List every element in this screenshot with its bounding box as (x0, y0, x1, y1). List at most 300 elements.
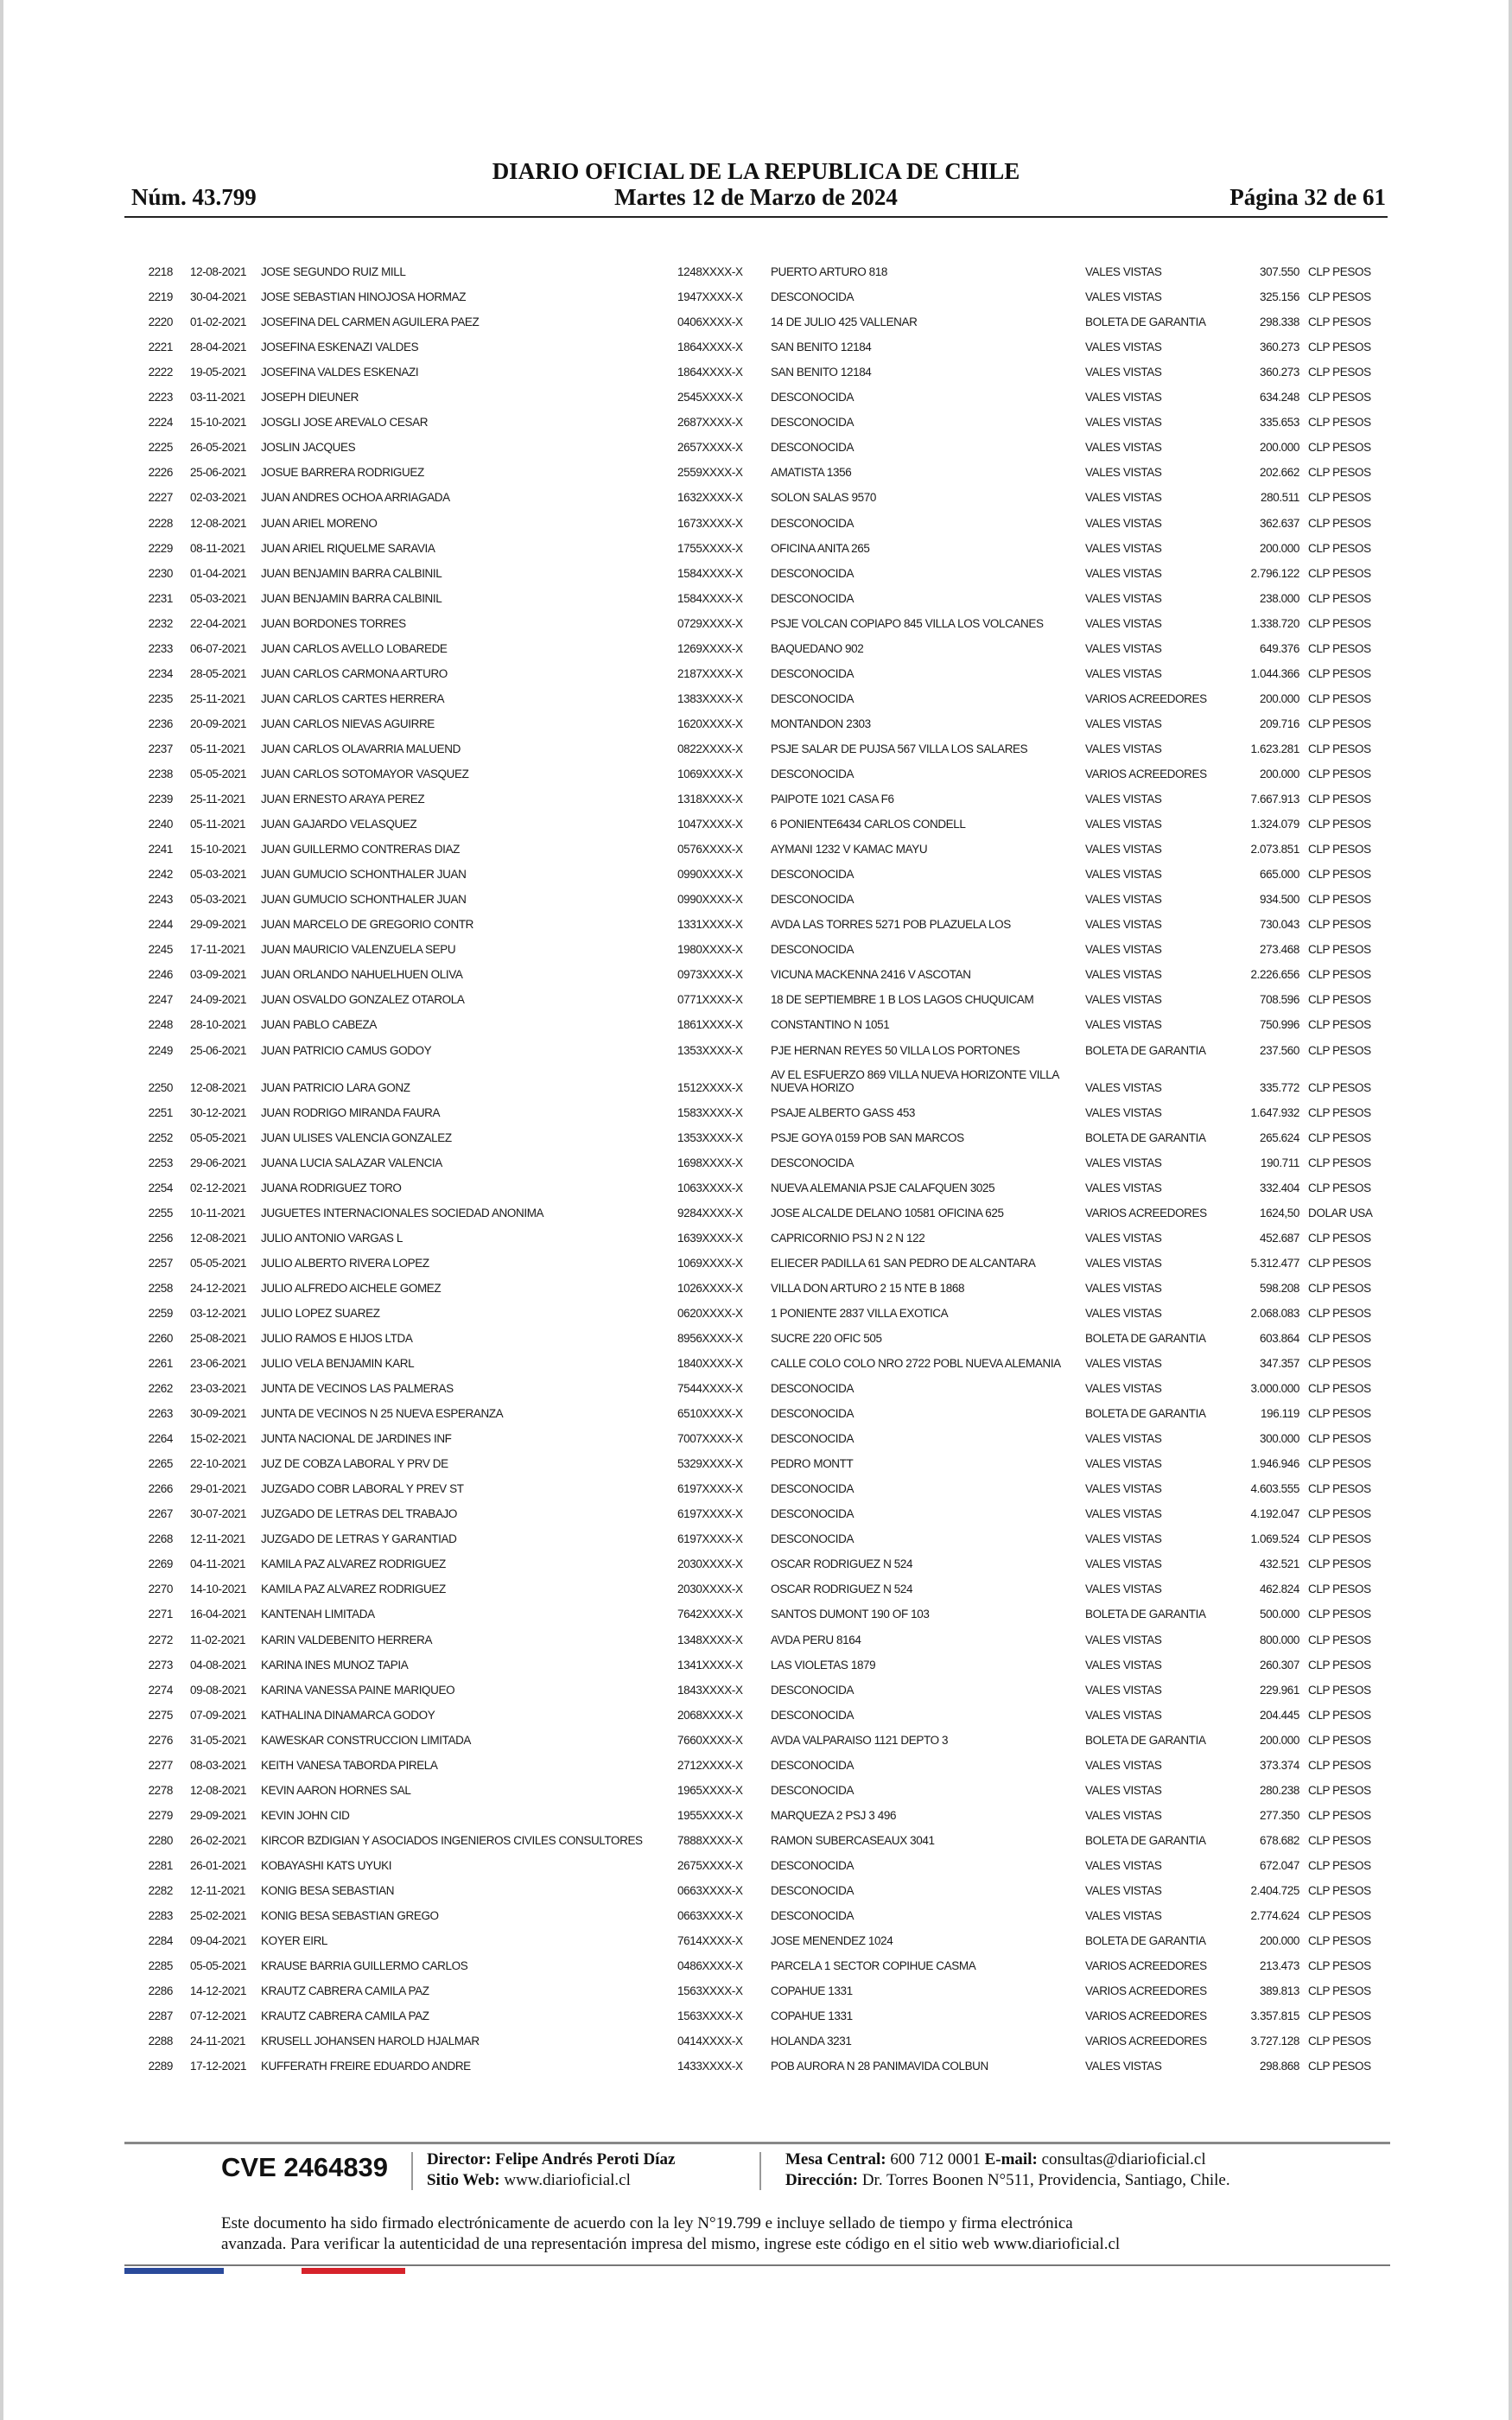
row-date: 30-12-2021 (190, 1105, 247, 1119)
row-date: 29-09-2021 (190, 1808, 247, 1822)
row-amount: 598.208 (1260, 1281, 1299, 1295)
row-name: JUAN GAJARDO VELASQUEZ (261, 818, 417, 831)
row-number: 2224 (148, 416, 173, 430)
table-row (3, 1401, 1509, 1426)
row-name: JUAN ARIEL MORENO (261, 516, 378, 530)
table-row (3, 561, 1509, 586)
row-rut: 1583XXXX-X (677, 1105, 743, 1119)
table-row (3, 1828, 1509, 1853)
row-number: 2223 (148, 391, 173, 404)
row-amount: 200.000 (1260, 1934, 1299, 1948)
row-rut: 1341XXXX-X (677, 1658, 743, 1672)
row-date: 05-03-2021 (190, 868, 247, 882)
table-row (3, 1351, 1509, 1376)
row-number: 2258 (148, 1281, 173, 1295)
row-number: 2278 (148, 1783, 173, 1797)
row-amount: 1.044.366 (1250, 666, 1299, 680)
row-date: 15-02-2021 (190, 1432, 247, 1446)
table-row (3, 2054, 1509, 2079)
row-amount: 229.961 (1260, 1683, 1299, 1697)
row-rut: 1383XXXX-X (677, 691, 743, 705)
table-row (3, 2028, 1509, 2054)
row-number: 2266 (148, 1482, 173, 1496)
row-date: 25-06-2021 (190, 1043, 247, 1057)
row-amount: 730.043 (1260, 918, 1299, 932)
row-number: 2276 (148, 1733, 173, 1747)
table-row (3, 1501, 1509, 1526)
row-number: 2251 (148, 1105, 173, 1119)
row-date: 23-03-2021 (190, 1382, 247, 1396)
row-name: JUAN ANDRES OCHOA ARRIAGADA (261, 491, 450, 505)
row-address: SAN BENITO 12184 (771, 366, 872, 379)
row-name: JOSUE BARRERA RODRIGUEZ (261, 466, 424, 480)
row-amount: 200.000 (1260, 691, 1299, 705)
flag-white-segment (224, 2268, 302, 2274)
row-rut: 1620XXXX-X (677, 716, 743, 730)
row-amount: 2.774.624 (1250, 1909, 1299, 1923)
row-amount: 4.192.047 (1250, 1507, 1299, 1521)
row-amount: 280.238 (1260, 1783, 1299, 1797)
row-rut: 2187XXXX-X (677, 666, 743, 680)
row-document-type: VALES VISTAS (1085, 616, 1162, 630)
row-address: 6 PONIENTE6434 CARLOS CONDELL (771, 818, 966, 831)
row-currency: CLP PESOS (1308, 868, 1371, 882)
row-date: 12-11-2021 (190, 1532, 246, 1546)
row-document-type: BOLETA DE GARANTIA (1085, 1733, 1206, 1747)
row-amount: 5.312.477 (1250, 1256, 1299, 1270)
row-address: DESCONOCIDA (771, 1407, 854, 1421)
row-address: DESCONOCIDA (771, 566, 854, 580)
row-date: 29-06-2021 (190, 1156, 247, 1169)
row-number: 2284 (148, 1934, 173, 1948)
row-currency: CLP PESOS (1308, 1080, 1371, 1094)
table-row (3, 887, 1509, 912)
row-date: 09-08-2021 (190, 1683, 247, 1697)
row-currency: CLP PESOS (1308, 1984, 1371, 1998)
row-amount: 1.338.720 (1250, 616, 1299, 630)
row-document-type: VARIOS ACREEDORES (1085, 1984, 1207, 1998)
row-rut: 1353XXXX-X (677, 1043, 743, 1057)
table-row (3, 862, 1509, 887)
row-address: VICUNA MACKENNA 2416 V ASCOTAN (771, 968, 971, 982)
row-document-type: VARIOS ACREEDORES (1085, 767, 1207, 780)
row-name: JUAN BORDONES TORRES (261, 616, 406, 630)
row-address: SOLON SALAS 9570 (771, 491, 876, 505)
row-currency: CLP PESOS (1308, 1833, 1371, 1847)
row-date: 20-09-2021 (190, 716, 247, 730)
row-document-type: VALES VISTAS (1085, 1281, 1162, 1295)
row-currency: CLP PESOS (1308, 616, 1371, 630)
row-amount: 298.868 (1260, 2060, 1299, 2073)
footer-divider (124, 2142, 1390, 2144)
row-date: 25-08-2021 (190, 1331, 247, 1345)
row-document-type: VALES VISTAS (1085, 290, 1162, 304)
row-date: 26-05-2021 (190, 441, 247, 455)
website-line (427, 2170, 675, 2191)
row-number: 2286 (148, 1984, 173, 1998)
row-rut: 8956XXXX-X (677, 1331, 743, 1345)
row-document-type: VALES VISTAS (1085, 341, 1162, 354)
row-currency: CLP PESOS (1308, 290, 1371, 304)
row-amount: 213.473 (1260, 1959, 1299, 1973)
table-row (3, 1928, 1509, 1953)
row-name: JOSE SEBASTIAN HINOJOSA HORMAZ (261, 290, 467, 304)
row-document-type: VARIOS ACREEDORES (1085, 2009, 1207, 2023)
row-number: 2265 (148, 1457, 173, 1471)
row-currency: CLP PESOS (1308, 1382, 1371, 1396)
row-address: OSCAR RODRIGUEZ N 524 (771, 1583, 913, 1596)
row-address: PARCELA 1 SECTOR COPIHUE CASMA (771, 1959, 976, 1973)
table-row (3, 485, 1509, 510)
row-amount: 4.603.555 (1250, 1482, 1299, 1496)
row-rut: 0663XXXX-X (677, 1884, 743, 1897)
footer-separator (759, 2152, 761, 2190)
row-currency: CLP PESOS (1308, 1708, 1371, 1722)
row-currency: CLP PESOS (1308, 1557, 1371, 1571)
row-rut: 2559XXXX-X (677, 466, 743, 480)
row-number: 2267 (148, 1507, 173, 1521)
row-name: JUAN PATRICIO CAMUS GODOY (261, 1043, 432, 1057)
row-document-type: VALES VISTAS (1085, 666, 1162, 680)
row-document-type: VALES VISTAS (1085, 843, 1162, 857)
legal-notice (221, 2213, 1301, 2255)
row-name: JUAN BENJAMIN BARRA CALBINIL (261, 591, 442, 605)
table-row (3, 1150, 1509, 1175)
row-date: 12-08-2021 (190, 1231, 247, 1245)
row-currency: CLP PESOS (1308, 1181, 1371, 1194)
row-number: 2248 (148, 1018, 173, 1032)
row-name: JUAN CARLOS AVELLO LOBAREDE (261, 641, 448, 655)
row-rut: 0822XXXX-X (677, 742, 743, 755)
row-amount: 200.000 (1260, 541, 1299, 555)
row-number: 2243 (148, 893, 173, 907)
row-date: 03-11-2021 (190, 391, 246, 404)
row-document-type: VALES VISTAS (1085, 943, 1162, 957)
row-date: 09-04-2021 (190, 1934, 247, 1948)
row-amount: 389.813 (1260, 1984, 1299, 1998)
row-number: 2283 (148, 1909, 173, 1923)
legal-line-1: Este documento ha sido firmado electrónicamente de acuerdo con la ley N°19.799 e incluye sellado de tiempo y firma electrónica (221, 2214, 1073, 2232)
row-currency: CLP PESOS (1308, 516, 1371, 530)
table-row (3, 1728, 1509, 1753)
row-amount: 273.468 (1260, 943, 1299, 957)
row-number: 2227 (148, 491, 173, 505)
row-rut: 1433XXXX-X (677, 2060, 743, 2073)
row-address: AVDA PERU 8164 (771, 1633, 861, 1646)
row-name: KAWESKAR CONSTRUCCION LIMITADA (261, 1733, 472, 1747)
table-row (3, 1978, 1509, 2003)
row-number: 2268 (148, 1532, 173, 1546)
row-currency: CLP PESOS (1308, 968, 1371, 982)
row-amount: 280.511 (1261, 491, 1299, 505)
row-rut: 1047XXXX-X (677, 818, 743, 831)
row-rut: 6197XXXX-X (677, 1482, 743, 1496)
row-amount: 750.996 (1260, 1018, 1299, 1032)
row-name: KOBAYASHI KATS UYUKI (261, 1858, 392, 1872)
row-currency: CLP PESOS (1308, 2035, 1371, 2048)
table-row (3, 1602, 1509, 1627)
row-name: KRAUTZ CABRERA CAMILA PAZ (261, 1984, 429, 1998)
row-address: COPAHUE 1331 (771, 1984, 853, 1998)
row-number: 2228 (148, 516, 173, 530)
flag-blue-segment (124, 2268, 224, 2274)
table-row (3, 1200, 1509, 1226)
row-number: 2219 (148, 290, 173, 304)
row-amount: 3.000.000 (1250, 1382, 1299, 1396)
chile-flag-stripe (124, 2268, 405, 2274)
row-amount: 934.500 (1260, 893, 1299, 907)
row-name: JUZGADO DE LETRAS DEL TRABAJO (261, 1507, 457, 1521)
row-amount: 265.624 (1260, 1130, 1299, 1144)
row-number: 2277 (148, 1758, 173, 1772)
row-address: DESCONOCIDA (771, 1507, 854, 1521)
row-document-type: VALES VISTAS (1085, 1633, 1162, 1646)
row-address: VILLA DON ARTURO 2 15 NTE B 1868 (771, 1281, 965, 1295)
row-date: 14-10-2021 (190, 1583, 247, 1596)
row-number: 2245 (148, 943, 173, 957)
row-name: KARINA INES MUNOZ TAPIA (261, 1658, 409, 1672)
row-currency: CLP PESOS (1308, 1043, 1371, 1057)
website-link[interactable]: www.diarioficial.cl (504, 2171, 631, 2189)
row-date: 12-08-2021 (190, 516, 247, 530)
row-document-type: VALES VISTAS (1085, 516, 1162, 530)
row-number: 2264 (148, 1432, 173, 1446)
row-date: 28-05-2021 (190, 666, 247, 680)
table-row (3, 987, 1509, 1012)
table-row (3, 686, 1509, 711)
row-rut: 6197XXXX-X (677, 1532, 743, 1546)
row-number: 2259 (148, 1306, 173, 1320)
row-currency: CLP PESOS (1308, 1783, 1371, 1797)
row-name: JUAN MARCELO DE GREGORIO CONTR (261, 918, 474, 932)
row-name: JUZ DE COBZA LABORAL Y PRV DE (261, 1457, 448, 1471)
row-address: PJE HERNAN REYES 50 VILLA LOS PORTONES (771, 1043, 1020, 1057)
row-amount: 200.000 (1260, 1733, 1299, 1747)
cve-code: CVE 2464839 (221, 2152, 389, 2182)
table-row (3, 661, 1509, 686)
row-rut: 1069XXXX-X (677, 767, 743, 780)
row-address: PSAJE ALBERTO GASS 453 (771, 1105, 916, 1119)
row-address: PAIPOTE 1021 CASA F6 (771, 793, 894, 806)
legal-line-2: avanzada. Para verificar la autenticidad de una representación impresa del mismo, ingrese este código en el sitio web www.diarioficial.cl (221, 2235, 1121, 2253)
row-name: JUZGADO COBR LABORAL Y PREV ST (261, 1482, 464, 1496)
row-currency: CLP PESOS (1308, 1658, 1371, 1672)
row-number: 2253 (148, 1156, 173, 1169)
row-currency: CLP PESOS (1308, 391, 1371, 404)
row-name: KONIG BESA SEBASTIAN GREGO (261, 1909, 439, 1923)
row-date: 15-10-2021 (190, 843, 247, 857)
table-row (3, 1653, 1509, 1678)
row-number: 2241 (148, 843, 173, 857)
table-row (3, 611, 1509, 636)
row-rut: 1512XXXX-X (677, 1080, 743, 1094)
row-number: 2281 (148, 1858, 173, 1872)
row-amount: 335.772 (1260, 1080, 1299, 1094)
row-currency: CLP PESOS (1308, 1482, 1371, 1496)
row-rut: 1843XXXX-X (677, 1683, 743, 1697)
row-name: JUAN GUMUCIO SCHONTHALER JUAN (261, 893, 467, 907)
row-name: KATHALINA DINAMARCA GODOY (261, 1708, 435, 1722)
row-rut: 0620XXXX-X (677, 1306, 743, 1320)
table-row (3, 586, 1509, 611)
table-row (3, 360, 1509, 385)
records-table (3, 259, 1509, 2079)
row-amount: 649.376 (1260, 641, 1299, 655)
row-date: 01-04-2021 (190, 566, 247, 580)
table-row (3, 636, 1509, 661)
row-document-type: VALES VISTAS (1085, 641, 1162, 655)
table-row (3, 937, 1509, 962)
row-date: 25-02-2021 (190, 1909, 247, 1923)
row-amount: 335.653 (1260, 416, 1299, 430)
table-row (3, 1878, 1509, 1903)
row-date: 07-09-2021 (190, 1708, 247, 1722)
row-number: 2255 (148, 1206, 173, 1220)
row-amount: 1624,50 (1260, 1206, 1299, 1220)
row-name: JUAN OSVALDO GONZALEZ OTAROLA (261, 993, 465, 1007)
row-document-type: VALES VISTAS (1085, 1357, 1162, 1371)
row-number: 2257 (148, 1256, 173, 1270)
row-document-type: VALES VISTAS (1085, 1080, 1162, 1094)
row-amount: 307.550 (1260, 265, 1299, 279)
row-number: 2236 (148, 716, 173, 730)
row-currency: CLP PESOS (1308, 1256, 1371, 1270)
row-date: 23-06-2021 (190, 1357, 247, 1371)
row-number: 2271 (148, 1608, 173, 1621)
row-currency: CLP PESOS (1308, 1758, 1371, 1772)
row-address: PEDRO MONTT (771, 1457, 854, 1471)
table-row (3, 1037, 1509, 1062)
row-rut: 6510XXXX-X (677, 1407, 743, 1421)
row-address: SUCRE 220 OFIC 505 (771, 1331, 882, 1345)
row-address: PSJE SALAR DE PUJSA 567 VILLA LOS SALARES (771, 742, 1028, 755)
row-address: ELIECER PADILLA 61 SAN PEDRO DE ALCANTARA (771, 1256, 1036, 1270)
row-document-type: VARIOS ACREEDORES (1085, 2035, 1207, 2048)
row-name: JOSE SEGUNDO RUIZ MILL (261, 265, 406, 279)
row-number: 2256 (148, 1231, 173, 1245)
table-row (3, 1376, 1509, 1401)
row-address: AV EL ESFUERZO 869 VILLA NUEVA HORIZONTE VILLA NUEVA HORIZO (771, 1067, 1059, 1094)
row-address: DESCONOCIDA (771, 1858, 854, 1872)
table-row (3, 786, 1509, 812)
row-number: 2275 (148, 1708, 173, 1722)
row-number: 2232 (148, 616, 173, 630)
table-row (3, 1100, 1509, 1125)
row-address: DESCONOCIDA (771, 1708, 854, 1722)
row-document-type: VALES VISTAS (1085, 893, 1162, 907)
page-header (3, 0, 1509, 225)
row-document-type: VALES VISTAS (1085, 742, 1162, 755)
table-row (3, 510, 1509, 535)
row-rut: 0663XXXX-X (677, 1909, 743, 1923)
row-document-type: VALES VISTAS (1085, 566, 1162, 580)
row-amount: 190.711 (1261, 1156, 1299, 1169)
row-number: 2262 (148, 1382, 173, 1396)
contact-line (785, 2149, 1230, 2170)
row-document-type: VARIOS ACREEDORES (1085, 1206, 1207, 1220)
row-name: KUFFERATH FREIRE EDUARDO ANDRE (261, 2060, 471, 2073)
row-date: 12-11-2021 (190, 1884, 246, 1897)
row-document-type: VALES VISTAS (1085, 1382, 1162, 1396)
row-date: 30-09-2021 (190, 1407, 247, 1421)
row-document-type: VALES VISTAS (1085, 466, 1162, 480)
row-amount: 3.727.128 (1250, 2035, 1299, 2048)
row-document-type: VALES VISTAS (1085, 1018, 1162, 1032)
row-rut: 2068XXXX-X (677, 1708, 743, 1722)
row-name: JULIO VELA BENJAMIN KARL (261, 1357, 415, 1371)
row-name: KONIG BESA SEBASTIAN (261, 1884, 395, 1897)
row-name: JUAN RODRIGO MIRANDA FAURA (261, 1105, 441, 1119)
newspaper-title: DIARIO OFICIAL DE LA REPUBLICA DE CHILE (492, 158, 1020, 184)
row-document-type: VALES VISTAS (1085, 591, 1162, 605)
row-name: JUANA RODRIGUEZ TORO (261, 1181, 402, 1194)
table-row (3, 1451, 1509, 1476)
row-number: 2231 (148, 591, 173, 605)
row-rut: 0486XXXX-X (677, 1959, 743, 1973)
row-rut: 1069XXXX-X (677, 1256, 743, 1270)
row-rut: 2030XXXX-X (677, 1557, 743, 1571)
table-row (3, 1476, 1509, 1501)
row-address: DESCONOCIDA (771, 1884, 854, 1897)
address-label: Dirección: (785, 2171, 859, 2189)
row-name: KAMILA PAZ ALVAREZ RODRIGUEZ (261, 1557, 446, 1571)
row-name: KEVIN AARON HORNES SAL (261, 1783, 411, 1797)
row-currency: CLP PESOS (1308, 1507, 1371, 1521)
row-amount: 1.069.524 (1250, 1532, 1299, 1546)
row-name: JUNTA NACIONAL DE JARDINES INF (261, 1432, 452, 1446)
row-amount: 332.404 (1260, 1181, 1299, 1194)
row-currency: CLP PESOS (1308, 993, 1371, 1007)
row-document-type: VALES VISTAS (1085, 1658, 1162, 1672)
row-name: JULIO ALBERTO RIVERA LOPEZ (261, 1256, 429, 1270)
email-link[interactable]: consultas@diarioficial.cl (1041, 2150, 1206, 2168)
table-row (3, 1063, 1509, 1100)
row-name: KEITH VANESA TABORDA PIRELA (261, 1758, 438, 1772)
row-document-type: BOLETA DE GARANTIA (1085, 1608, 1206, 1621)
address-line (785, 2170, 1230, 2191)
row-number: 2282 (148, 1884, 173, 1897)
row-date: 24-12-2021 (190, 1281, 247, 1295)
row-number: 2269 (148, 1557, 173, 1571)
row-amount: 300.000 (1260, 1432, 1299, 1446)
table-row (3, 1012, 1509, 1037)
row-name: KRUSELL JOHANSEN HAROLD HJALMAR (261, 2035, 480, 2048)
table-row (3, 1175, 1509, 1200)
row-document-type: VALES VISTAS (1085, 1583, 1162, 1596)
row-currency: CLP PESOS (1308, 1583, 1371, 1596)
row-amount: 432.521 (1260, 1557, 1299, 1571)
row-date: 05-03-2021 (190, 893, 247, 907)
row-amount: 1.324.079 (1250, 818, 1299, 831)
row-name: JUAN CARLOS OLAVARRIA MALUEND (261, 742, 461, 755)
row-currency: CLP PESOS (1308, 1959, 1371, 1973)
row-currency: CLP PESOS (1308, 466, 1371, 480)
row-document-type: VALES VISTAS (1085, 416, 1162, 430)
row-currency: CLP PESOS (1308, 1858, 1371, 1872)
row-currency: CLP PESOS (1308, 893, 1371, 907)
table-row (3, 1426, 1509, 1451)
row-name: JUAN BENJAMIN BARRA CALBINIL (261, 566, 442, 580)
row-currency: CLP PESOS (1308, 818, 1371, 831)
row-document-type: VARIOS ACREEDORES (1085, 1959, 1207, 1973)
table-row (3, 1753, 1509, 1778)
row-document-type: VALES VISTAS (1085, 1783, 1162, 1797)
row-number: 2272 (148, 1633, 173, 1646)
row-date: 22-04-2021 (190, 616, 247, 630)
row-currency: CLP PESOS (1308, 1733, 1371, 1747)
row-rut: 7642XXXX-X (677, 1608, 743, 1621)
row-address: MONTANDON 2303 (771, 716, 871, 730)
